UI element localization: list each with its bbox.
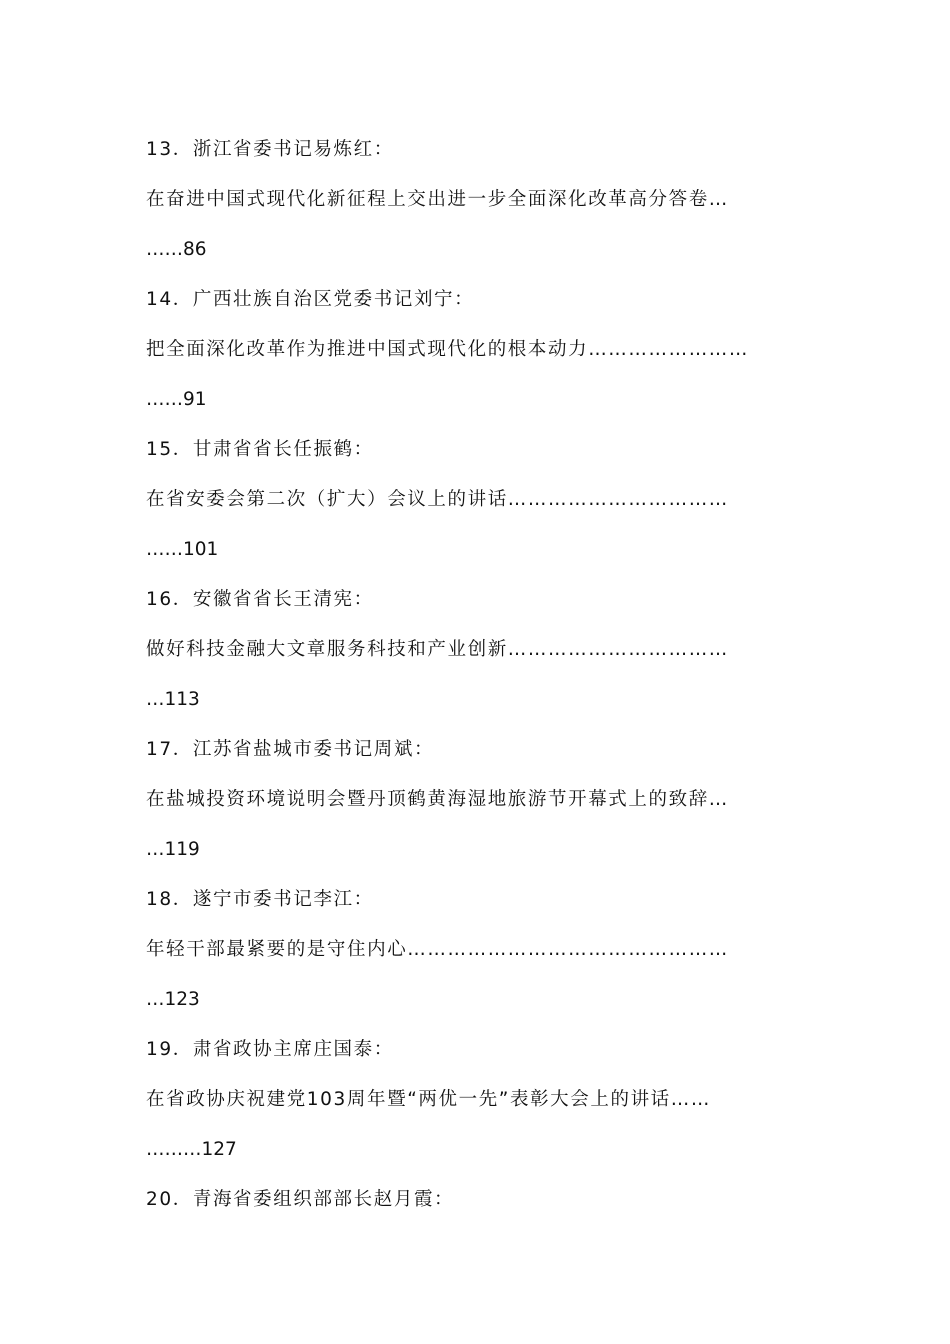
- table-of-contents: [146, 132, 804, 1232]
- toc-entry-19-title: 在省政协庆祝建党103周年暨“两优一先”表彰大会上的讲话……: [146, 1089, 711, 1110]
- toc-entry-16-page: …113: [146, 689, 200, 710]
- toc-entry-13-title: 在奋进中国式现代化新征程上交出进一步全面深化改革高分答卷…: [146, 189, 729, 210]
- toc-entry-16-title: 做好科技金融大文章服务科技和产业创新……………………………: [146, 639, 729, 660]
- toc-entry-16-heading: 16．安徽省省长王清宪：: [146, 589, 374, 610]
- toc-entry-18-heading: 18．遂宁市委书记李江：: [146, 889, 374, 910]
- toc-entry-17-page: …119: [146, 839, 200, 860]
- toc-entry-18-title: 年轻干部最紧要的是守住内心…………………………………………: [146, 939, 729, 960]
- toc-entry-17-title: 在盐城投资环境说明会暨丹顶鹤黄海湿地旅游节开幕式上的致辞…: [146, 789, 729, 810]
- toc-entry-13-page: ……86: [146, 239, 207, 260]
- toc-entry-15-heading: 15．甘肃省省长任振鹤：: [146, 439, 374, 460]
- toc-entry-14-heading: 14．广西壮族自治区党委书记刘宁：: [146, 289, 475, 310]
- toc-entry-19-heading: 19．肃省政协主席庄国泰：: [146, 1039, 394, 1060]
- toc-entry-18-page: …123: [146, 989, 200, 1010]
- toc-entry-13-heading: 13．浙江省委书记易炼红：: [146, 139, 394, 160]
- toc-entry-20-heading: 20．青海省委组织部部长赵月霞：: [146, 1189, 455, 1210]
- toc-entry-17-heading: 17．江苏省盐城市委书记周斌：: [146, 739, 435, 760]
- toc-entry-14-title: 把全面深化改革作为推进中国式现代化的根本动力……………………: [146, 339, 750, 360]
- toc-entry-15-page: ……101: [146, 539, 219, 560]
- toc-entry-19-page: ………127: [146, 1139, 237, 1160]
- toc-entry-14-page: ……91: [146, 389, 207, 410]
- toc-entry-15-title: 在省安委会第二次（扩大）会议上的讲话……………………………: [146, 489, 729, 510]
